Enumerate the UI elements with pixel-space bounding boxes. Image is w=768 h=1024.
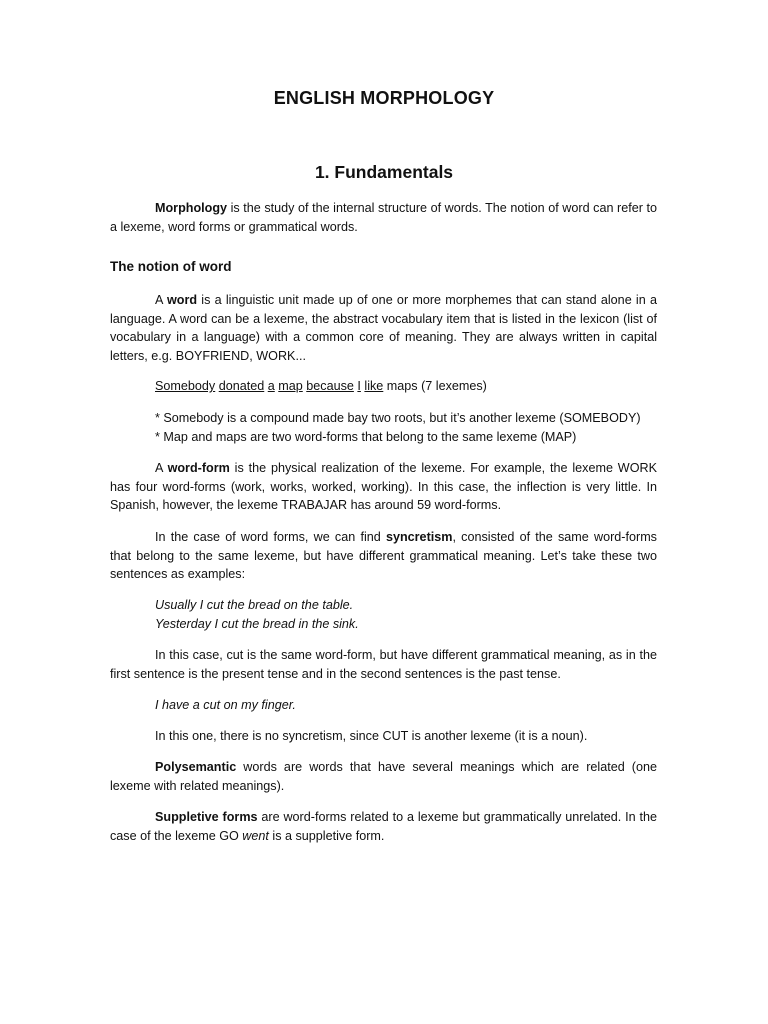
paragraph-word-form: A word-form is the physical realization of the lexeme. For example, the lexeme WORK has four word-forms (work, works, worked, working). In this case, the inflection is very little. In Spanish, however, the lexeme TRABAJAR has around 59 word-forms. — [110, 461, 657, 512]
example-sentence-lexemes: Somebody donated a map because I like maps (7 lexemes) — [155, 379, 487, 393]
paragraph-syncretism: In the case of word forms, we can find syncretism, consisted of the same word-forms that belong to the same lexeme, but have different grammatical meaning. Let’s take these two sentences as examples: — [110, 530, 657, 581]
paragraph-suppletive: Suppletive forms are word-forms related to a lexeme but grammatically unrelated. In the case of the lexeme GO went is a suppletive form. — [110, 810, 657, 843]
paragraph-no-syncretism: In this one, there is no syncretism, since CUT is another lexeme (it is a noun). — [155, 729, 588, 743]
paragraph-cut: In this case, cut is the same word-form, but have different grammatical meaning, as in the first sentence is the present tense and in the second sentences is the past tense. — [110, 648, 657, 681]
subheading-notion-of-word: The notion of word — [110, 259, 232, 274]
document-title: ENGLISH MORPHOLOGY — [273, 88, 495, 108]
example-finger: I have a cut on my finger. — [155, 698, 296, 712]
example-yesterday: Yesterday I cut the bread in the sink. — [155, 617, 359, 631]
note-somebody: * Somebody is a compound made bay two roots, but it’s another lexeme (SOMEBODY) — [155, 411, 641, 425]
term-polysemantic: Polysemantic — [155, 760, 237, 774]
section-heading: 1. Fundamentals — [314, 162, 454, 182]
term-morphology: Morphology — [155, 201, 228, 215]
paragraph-polysemantic: Polysemantic words are words that have several meanings which are related (one lexeme with related meanings). — [110, 760, 657, 793]
example-usually: Usually I cut the bread on the table. — [155, 598, 354, 612]
paragraph-morphology: Morphology is the study of the internal structure of words. The notion of word can refer to a lexeme, word forms or grammatical words. — [110, 201, 657, 234]
term-word: word — [166, 293, 198, 307]
note-map: * Map and maps are two word-forms that belong to the same lexeme (MAP) — [155, 430, 577, 444]
paragraph-word: A word is a linguistic unit made up of one or more morphemes that can stand alone in a language. A word can be a lexeme, the abstract vocabulary item that is listed in the lexicon (list of vocabulary in a language) with a common core of meaning. They are always written in capital letters, e.g. BOYFRIEND, WORK... — [110, 293, 657, 363]
term-word-form: word-form — [167, 461, 230, 475]
term-syncretism: syncretism — [385, 530, 453, 544]
term-suppletive: Suppletive forms — [155, 810, 258, 824]
